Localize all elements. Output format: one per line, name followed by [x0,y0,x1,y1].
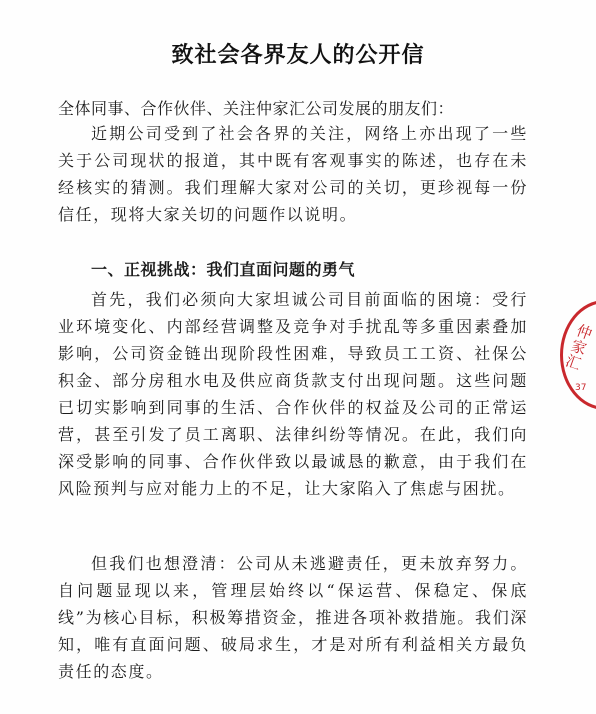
paragraph-intro: 近期公司受到了社会各界的关注，网络上亦出现了一些关于公司现状的报道，其中既有客观事实的陈述，也存在未经核实的猜测。我们理解大家对公司的关切，更珍视每一份信任，现将大家关切的问题作以说明。 [58,124,528,224]
salutation: 全体同事、合作伙伴、关注仲家汇公司发展的朋友们： [58,99,455,118]
section-heading-1: 一、正视挑战：我们直面问题的勇气 [91,260,356,279]
company-seal [560,300,596,410]
paragraph-clarification: 但我们也想澄清：公司从未逃避责任，更未放弃努力。自问题显现以来，管理层始终以“保运营、保稳定、保底线”为核心目标，积极筹措资金，推进各项补救措施。我们深知，唯有直面问题、破局求生，才是对所有利益相关方最负责任的态度。 [58,554,528,681]
paragraph-challenges: 首先，我们必须向大家坦诚公司目前面临的困境：受行业环境变化、内部经营调整及竞争对手扰乱等多重因素叠加影响，公司资金链出现阶段性困难，导致员工工资、社保公积金、部分房租水电及供应商货款支付出现问题。这些问题已切实影响到同事的生活、合作伙伴的权益及公司的正常运营，甚至引发了员工离职、法律纠纷等情况。在此，我们向深受影响的同事、合作伙伴致以最诚恳的歉意，由于我们在风险预判与应对能力上的不足，让大家陷入了焦虑与困扰。 [58,290,528,498]
seal-number: 37 [575,383,587,393]
page-title: 致社会各界友人的公开信 [171,42,425,68]
seal-text: 仲家汇 [563,321,595,374]
